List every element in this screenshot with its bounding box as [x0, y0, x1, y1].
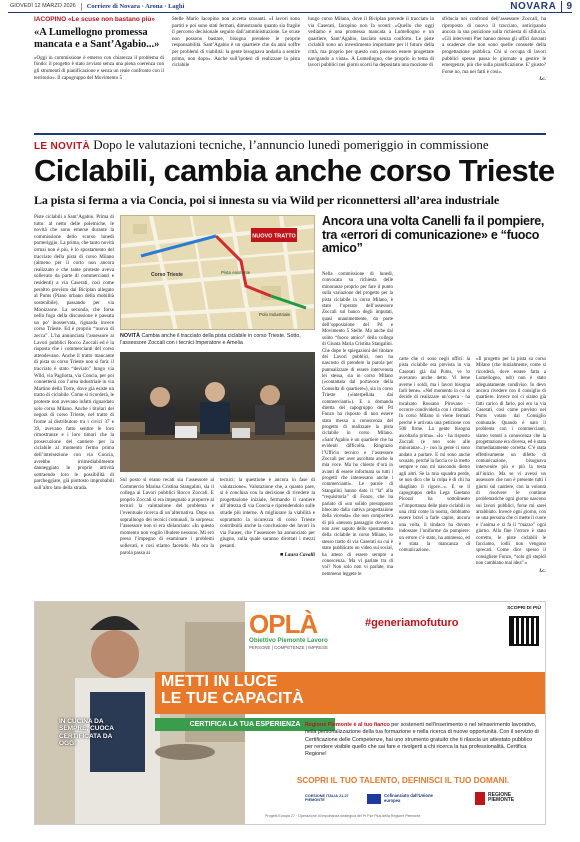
issue-date: GIOVEDÌ 12 MARZO 2026 [10, 3, 76, 10]
section-name: NOVARA [510, 0, 557, 12]
ad-scan-label: SCOPRI DI PIÙ [507, 606, 541, 611]
side-col-1: Nella commissione di lunedì, convocata su richiesta delle minoranze proprio per fare il punto sulla variazione del progetto per la pista ciclabile in corso Milano, è stato l’operato dell’assessore Zoccali sul banco degli imputati, quasi unanimemente, da parte dell’opposizione del Pd e Movimento 5 Stelle. Ma anche dal solito “fuoco amico” della collega di Giunta Maria Cristina Stangalini. Che dopo le spiegazioni del titolare dei Lavori pubblici, non ha nascosto di prendere la parola per puntualizzare di essere intervenuta lei stessa, sia in corso Milano («contattata dal portavoce della Consulta di quartiere»), sia in corso Trieste («interpellata dai commercianti»). E a domanda diretta del capogruppo del Pd Fonzo ha risposto di non essere stata messa a conoscenza del progetto di realizzare la pista ciclabile in corso Milano. «Sant’Agabio è un quartiere che ha evidenti difficoltà. Ringrazio l’Ufficio tecnico e l’assessore Zoccali per aver ascoltato anche la mia voce. Ma ho chiesto d’ora in avanti di essere informata su tutti i progetti che interessano anche i commercianti». Le parole di Stangalini hanno dato il “la” alla “requisitoria” di Fonzo, che ha parlato di «un solido presupposto bloccato dalla cattiva progettazione della vicenda» che non comporterà di più «nessun passaggio dovuto a non aver saputo dello spostamento della ciclabile in corso Milano, lo stesso tratto di via Caserati su cui è stato pubblicato un video sui social, ha atteso di essere sempre a conoscenza. Ma vi parlate tra di voi? Non solo non vi parlate, ma nemmeno leggete le [322, 272, 393, 577]
top-col-3: lungo corso Milano, dove il Biciplan prevede il tracciato in via Caserati, Iacopino non fa sconti: «Quello che oggi vediamo è una promessa mancata a Lumellogno e un quartiere, Sant’Agabio, lasciato senza conforto. Le piste ciclabili sono un investimento importante per il futuro della città, ma proprio per questo non possono essere progettate navigando a vista». A Lumellogno, che proprio in tema di lavori pubblici nei giorni scorsi ha depositato una mozione di [308, 16, 434, 69]
top-col-4-wrap [442, 16, 546, 83]
caption-text: Cambia anche il tracciato della pista ciclabile in corso Trieste. Sotto, l’assessore Zoccali con i tecnici Imperatore e Amelia [120, 333, 301, 346]
ad-cta-button[interactable]: CERTIFICA LA TUA ESPERIENZA [155, 718, 335, 731]
logo-eu: Cofinanziato dall’Unione europea [384, 793, 433, 803]
side-article [322, 215, 546, 256]
main-signature: ■ Laura Cavalli [280, 551, 315, 558]
ad-slogan: SCOPRI IL TUO TALENTO, DEFINISCI IL TUO DOMANI. [296, 776, 510, 785]
qr-code-icon[interactable] [509, 616, 539, 646]
eu-flag-icon [367, 794, 381, 804]
route-map [120, 215, 315, 330]
main-kicker [34, 137, 546, 154]
top-col-2: Stelle Mario Iacopino non accetta scusanti. «I lavori sono partiti e poi sono stati fermati, dimostrando quanto sia fragile il percorso decisionale seguito dall’amministrazione. Le scuse non possono bastare, bisogna prendere le proprie responsabilità. Sant’Agabio è un quartiere che da anni soffre per problemi di viabilità: la gente bisognava andarla a sentire prima, non dopo». Anche sull’ipotesi di realizzare la pista ciclabile [172, 16, 300, 69]
top-col-1: «Oggi in commissione è emerso con chiarezza il problema di fondo: il progetto è stato avviato senza una piena coerenza con gli strumenti di pianificazione e senza un reale confronto con il territorio». Il capogruppo del Movimento 5 [34, 54, 164, 81]
side-col-3-wrap [476, 357, 546, 575]
ad-body-wrap [305, 722, 541, 758]
side-col-2: carte che ci sono negli uffici: la pista ciclabile era prevista in via Caserati già dal Pums, ve lo avevamo anche detto. Vi bene averne i soldi, ma i lavori bisogna farli bene». «Nel momento in cui si decide di realizzare un’opera - ha incalzato Rossano Pirovano - occorre condividerla con i cittadini. In corso Milano si viene fermati perché è arrivata una petizione con 500 firme. La gente bisogna ascoltarla prima». «Io - ha risposto Zoccali (e non solo alle minoranze...) - con la gente ci sono andato a parlare. E mi sono anche scusato, perché la faccia ce la metto sempre e non mi nascondo dietro agli altri. Se la mia squadra perde, se non dico che la colpa è di chi ha sbagliato il rigore...». E se il capogruppo della Lega Gaetano Picozzi ha sottolineato «l’importanza delle piste ciclabili in una città come la nostra, dobbiamo essere bravi a farle capire, ancora una volta, il sindaco ha dovuto indossare l’uniforme da pompiere: un errore c’è stato, ha ammesso, ed è stata la mancanza di comunicazione. [399, 357, 470, 554]
main-kicker-tag: LE NOVITÀ [34, 141, 91, 152]
top-kicker: IACOPINO «Le scuse non bastano più» [34, 16, 155, 23]
caption-tag: NOVITÀ [120, 333, 141, 339]
side-signature: l.c. [539, 568, 546, 575]
main-kicker-text: Dopo le valutazioni tecniche, l’annuncio lunedì pomeriggio in commissione [93, 137, 489, 152]
ad-headline [161, 674, 391, 708]
map-label-industrial: Polo Industriale [259, 312, 291, 317]
main-col-2: Sul posto si erano recati sia l’assessore al Commercio Marina Cristina Stangalini, sia il collega ai Lavori pubblici Rocco Zoccali. E proprio Zoccali si era impegnato a proporre ai tecnici la valutazione del problema e l’eventuale ricerca di un’alternativa. Dopo un sopralluogo dei tecnici comunali, la sorpresa: l’assessore non si era sbilanciato: «In questo momento non voglio illudere nessuno. Mi ero preso l’impegno di esaminare i problemi sollevati, e così stiamo facendo. Ma ora la parola passa ai [120, 477, 214, 556]
page-number: 9 [561, 1, 572, 14]
main-col-3: tecnici: la questione è ancora in fase di valutazione». Valutazione che, a quanto pare, si è conclusa con la decisione di rivedere la progettazione iniziale, fermando il cantiere all’altezza di via Concia e riprendendolo sulle strade più interne. A migliorare la viabilità e soprattutto la sicurezza di corso Trieste contribuirà anche la conclusione dei lavori in via Fauser, che l’assessore ha annunciato per giugno, sulla quale saranno dirottati i mezzi pesanti. [220, 477, 315, 550]
side-headline: Ancora una volta Canelli fa il pompiere, tra «errori di comunicazione» e “fuoco amico” [322, 214, 545, 255]
publication-name: Corriere di Novara · Arona · Laghi [81, 3, 185, 11]
map-label-existing: Pista esistente [221, 270, 251, 275]
map-label-street: Corso Trieste [151, 272, 183, 278]
ad-side-text: IN CUCINA DA SEMPRE, CUOCA CERTIFICATA DA OGGI [59, 718, 114, 748]
ad-body-bold: Regione Piemonte è al tuo fianco [305, 722, 390, 728]
route-map-graphic [121, 216, 315, 330]
map-label-new: NUOVO TRATTO [252, 233, 296, 240]
ad-hashtag: #generiamofuturo [365, 617, 459, 629]
ad-headline-2: LE TUE CAPACITÀ [161, 689, 304, 707]
main-col-1: Piste ciclabili a Sant’Agabio. Prima di tutto: al netto delle polemiche, le novità che sono emerse durante la commissione dello scorso lunedì pomeriggio. La prima, che tanto novità ormai non è più, è lo spostamento del tracciato della pista di corso Milano (almeno per il corto non ancora realizzato e che tante proteste aveva sollevato da parte di commercianti e residenti) a via Caserati, così come peraltro previsto dal Biciplan allegato al Pums (Piano urbano della mobilità sostenibile), passando per via Monizzone. La seconda, che forse nella foga della discussione è passata un po’ inosservata, riguarda invece corso Trieste. Ed è proprio “nuova di zecca”. L’ha annunciata l’assessore ai Lavori pubblici Rocco Zoccali ed è la risposta che i commercianti del corso attendevano. Anche il tratto mancante di pista su corso Trieste non si farà: il tracciato è stato “deviato” lungo via Wild, via Pagliotta, via Concia, per poi connettersi con l’area industriale in via Martino della Torre, dove già esiste un tratto di ciclabile. Come si ricorderà, le proteste non avevano infatti riguardato solo corso Milano. Anche i titolari dei negozi di corso Trieste, nel tratto di fronte al distributore tra i civici 37 e 39, avevano fatto sentire le loro rimostranze e i loro timori che la prosecuzione del cantiere per la ciclabile al momento fermo prima dell’intersezione con via Concia, avrebbe irrimediabilmente danneggiato le proprie attività sottraendo loro le possibilità di parcheggiare, già piuttosto improbabili sull’altro lato della strada. [34, 214, 114, 491]
side-col-3: «Il progetto per la pista su corso Milano (che inizialmente, come si ricorderà, dove essere fatta a Lumellogno, ndr) non è stato adeguatamente condiviso. Io devo ancora rivedere con il consiglio di quartiere. Invece noi ci siamo già fatti carico di farlo, poi ero in via Caserati, così come previsto nel Pums votato dal Consiglio comunale. Quando è nato il problema con i commercianti, siamo venuti a conoscenza che la progettazione era diversa, ed è stata immediatamente corretta. C’è stata effettivamente un difetto di comunicazione, bisognava intervenire più e più la testa all’inizio. Ma se vi avessi un assessore che non è presente tutti i giorni sul cantiere, con la volontà di risolvere le continue problematiche ogni giorno nascono sui lavori pubblici, forse mi sarei arrabbiato. Invece ogni giorno, con se una persona che ci mette il cuore e l’anima e si fa il “mazzo” ogni giorno. Alla fine l’errore è stato corretto, le piste ciclabili le facciamo, iodlì non vengono sprecati. Come dice spesso il consigliere Fonzo, “solo gli stupidi non cambiano mai idea”.» [476, 357, 546, 566]
regione-shield-icon [475, 792, 485, 805]
main-col-3-wrap [220, 477, 315, 558]
top-headline: «A Lumellogno promessa mancata e a Sant’Agabio...» [34, 27, 160, 51]
ad-footnote: Progetti Europa 27 · Operazione di importanza strategica del Pr Fse Plus della Regione Piemonte [265, 814, 421, 818]
logo-coesione: COESIONE ITALIA 21-27 PIEMONTE [305, 794, 349, 803]
ad-brand-sub: Obiettivo Piemonte Lavoro [249, 637, 328, 644]
advertisement[interactable] [34, 601, 546, 825]
divider [34, 133, 546, 135]
logo-regione: REGIONE PIEMONTE [488, 792, 515, 804]
commission-photo-graphic [120, 352, 315, 472]
ad-brand: OPLÀ [249, 609, 318, 639]
main-headline: Ciclabili, cambia anche corso Trieste [34, 153, 555, 188]
page-header [8, 2, 572, 13]
ad-headline-1: METTI IN LUCE [161, 673, 278, 690]
top-col-4: sfiducia nei confronti dell’assessore Zoccali, ha riproposto di nuovo il tracciato, anticipando ancora la sua posizione sulla richiesta di sfiducia. «Gli interventi Pier hanno messo gli uffici davanti a scadenze che non sono quelle consuete della progettazione pubblica. Chi si occupa di lavori pubblici spesso passa le giornate a gestire le emergenze, più che sulla pianificazione. E' giusto? Forse no, ma nei fatti è così». [442, 16, 546, 75]
top-article-head [34, 16, 164, 81]
ad-body: per sostenerti nell’inserimento o nel reinserimento lavorativo, nella personalizzazione della tua formazione e nella ricerca di nuove opportunità. Con il servizio di Certificazione delle Competenze, hai uno strumento gratuito che ti rilascia un attestato pubblico per rendere visibile quello che sai fare e rivolgerti a chi ricerca la tua professionalità. Certifica Regione! [305, 722, 539, 758]
commission-photo [120, 352, 315, 472]
ad-brand-tag: PERSONE | COMPETENZE | IMPRESE [249, 645, 328, 650]
top-signature: l.c. [539, 76, 546, 83]
map-caption [120, 333, 315, 347]
main-subheadline: La pista si ferma a via Concia, poi si innesta su via Wild per riconnettersi all’area industriale [34, 193, 500, 207]
